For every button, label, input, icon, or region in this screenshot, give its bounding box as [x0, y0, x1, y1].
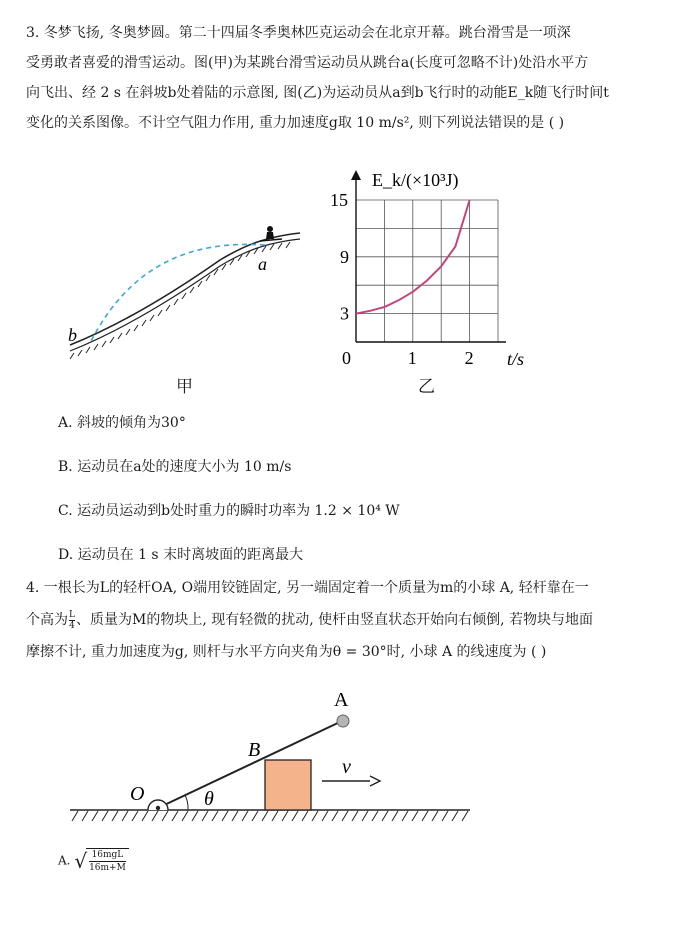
skier-icon — [260, 226, 282, 241]
ground-hatch-stroke — [102, 811, 108, 821]
ground-hatch-stroke — [162, 811, 168, 821]
x-tick-label: 0 — [342, 348, 351, 368]
ground-hatch-stroke — [402, 811, 408, 821]
ground-hatch-stroke — [72, 811, 78, 821]
q3-line: 变化的关系图像。不计空气阻力作用, 重力加速度g取 10 m/s², 则下列说法错误的是 ( ) — [26, 115, 565, 131]
ground-hatch-stroke — [132, 811, 138, 821]
ground-hatch-stroke — [452, 811, 458, 821]
q3-option-c[interactable]: C. 运动员运动到b处时重力的瞬时功率为 1.2 × 10⁴ W — [58, 503, 400, 519]
ground-hatch-stroke — [382, 811, 388, 821]
chart-ticks — [330, 190, 474, 368]
q3-line: 受勇敢者喜爱的滑雪运动。图(甲)为某跳台滑雪运动员从跳台a(长度可忽略不计)处沿水平方 — [26, 55, 589, 71]
ek-time-chart — [322, 162, 552, 372]
rod-oa — [158, 721, 342, 808]
ground-hatch-stroke — [372, 811, 378, 821]
ground-hatch-stroke — [392, 811, 398, 821]
q3-line: 向飞出、经 2 s 在斜坡b处着陆的示意图, 图(乙)为运动员从a到b飞行时的动能E_k随飞行时间t — [26, 85, 609, 101]
q4-line: 4. 一根长为L的轻杆OA, O端用铰链固定, 另一端固定着一个质量为m的小球 A, 轻杆靠在一 — [26, 580, 589, 596]
q4-line: 摩擦不计, 重力加速度为g, 则杆与水平方向夹角为θ = 30°时, 小球 A 的线速度为 ( ) — [26, 644, 547, 660]
ground-hatch-stroke — [202, 811, 208, 821]
ground-hatch-stroke — [112, 811, 118, 821]
height-fraction: $\frac{L}{4}$ — [69, 609, 75, 631]
point-a-label: a — [258, 254, 267, 274]
q3-option-b[interactable]: B. 运动员在a处的速度大小为 10 m/s — [58, 459, 292, 475]
q4-line: 个高为 $\frac{L}{4}$ 、质量为M的物块上, 现有轻微的扰动, 使杆由竖直状态开始向右倾倒, 若物块与地面 — [26, 609, 594, 631]
label-v: v — [342, 756, 351, 778]
ground-hatch-stroke — [152, 811, 158, 821]
ground-hatch-stroke — [442, 811, 448, 821]
ground-hatch-stroke — [232, 811, 238, 821]
figure-yi-caption: 乙 — [418, 377, 435, 397]
y-axis-arrow — [351, 170, 361, 180]
ground-hatch-stroke — [222, 811, 228, 821]
answer-fraction: $\frac{\text{16mgL}}{16m+M}$ — [89, 850, 126, 873]
ground-hatch-stroke — [172, 811, 178, 821]
label-a: A — [334, 689, 349, 711]
rod-block-figure — [60, 688, 480, 833]
ground-hatch-stroke — [362, 811, 368, 821]
ground-hatch-stroke — [212, 811, 218, 821]
x-tick-label: 2 — [464, 348, 474, 368]
x-axis-label: t/s — [507, 349, 525, 369]
ground-hatch-stroke — [272, 811, 278, 821]
block — [265, 760, 311, 810]
ground-hatch-stroke — [92, 811, 98, 821]
ground-hatch-stroke — [292, 811, 298, 821]
ground-hatch-stroke — [462, 811, 468, 821]
theta-arc — [185, 795, 188, 810]
ground-hatch-stroke — [332, 811, 338, 821]
ground-hatch-stroke — [262, 811, 268, 821]
chart-axes — [351, 170, 506, 342]
q3-stem — [26, 18, 666, 138]
q4-stem — [26, 572, 666, 668]
q3-option-a[interactable]: A. 斜坡的倾角为30° — [58, 415, 186, 431]
label-b: B — [248, 739, 261, 761]
ski-slope-figure — [60, 215, 310, 365]
y-tick-label: 15 — [330, 190, 348, 210]
ground-hatch-stroke — [82, 811, 88, 821]
q3-option-d[interactable]: D. 运动员在 1 s 末时离坡面的距离最大 — [58, 547, 304, 563]
q4-option-a[interactable]: A. √ $\frac{\text{16mgL}}{16m+M}$ — [58, 848, 129, 874]
ground-hatch-stroke — [142, 811, 148, 821]
x-tick-label: 1 — [407, 348, 417, 368]
ground-hatch-stroke — [192, 811, 198, 821]
slope-hatching — [70, 242, 290, 359]
ground-hatch-stroke — [122, 811, 128, 821]
ground-hatch-stroke — [242, 811, 248, 821]
y-axis-label: E_k/(×10³J) — [372, 170, 459, 190]
ground-hatch-stroke — [412, 811, 418, 821]
ground-hatch-stroke — [302, 811, 308, 821]
ball-a — [337, 715, 349, 727]
point-b-label: b — [68, 325, 77, 345]
ground-hatch-stroke — [282, 811, 288, 821]
ground-hatch-stroke — [422, 811, 428, 821]
ground-hatch-stroke — [312, 811, 318, 821]
y-tick-label: 9 — [340, 246, 349, 267]
ground-hatch-stroke — [182, 811, 188, 821]
ground-hatching — [72, 811, 468, 821]
chart-grid — [356, 200, 498, 342]
figure-jia-caption: 甲 — [176, 377, 193, 397]
q3-line: 3. 冬梦飞扬, 冬奥梦圆。第二十四届冬季奥林匹克运动会在北京开幕。跳台滑雪是一项深 — [26, 25, 571, 41]
ground-hatch-stroke — [252, 811, 258, 821]
ground-hatch-stroke — [342, 811, 348, 821]
label-theta: θ — [204, 788, 214, 810]
y-tick-label: 3 — [340, 303, 349, 324]
ground-hatch-stroke — [432, 811, 438, 821]
ground-hatch-stroke — [322, 811, 328, 821]
ground-hatch-stroke — [352, 811, 358, 821]
label-o: O — [130, 783, 145, 805]
